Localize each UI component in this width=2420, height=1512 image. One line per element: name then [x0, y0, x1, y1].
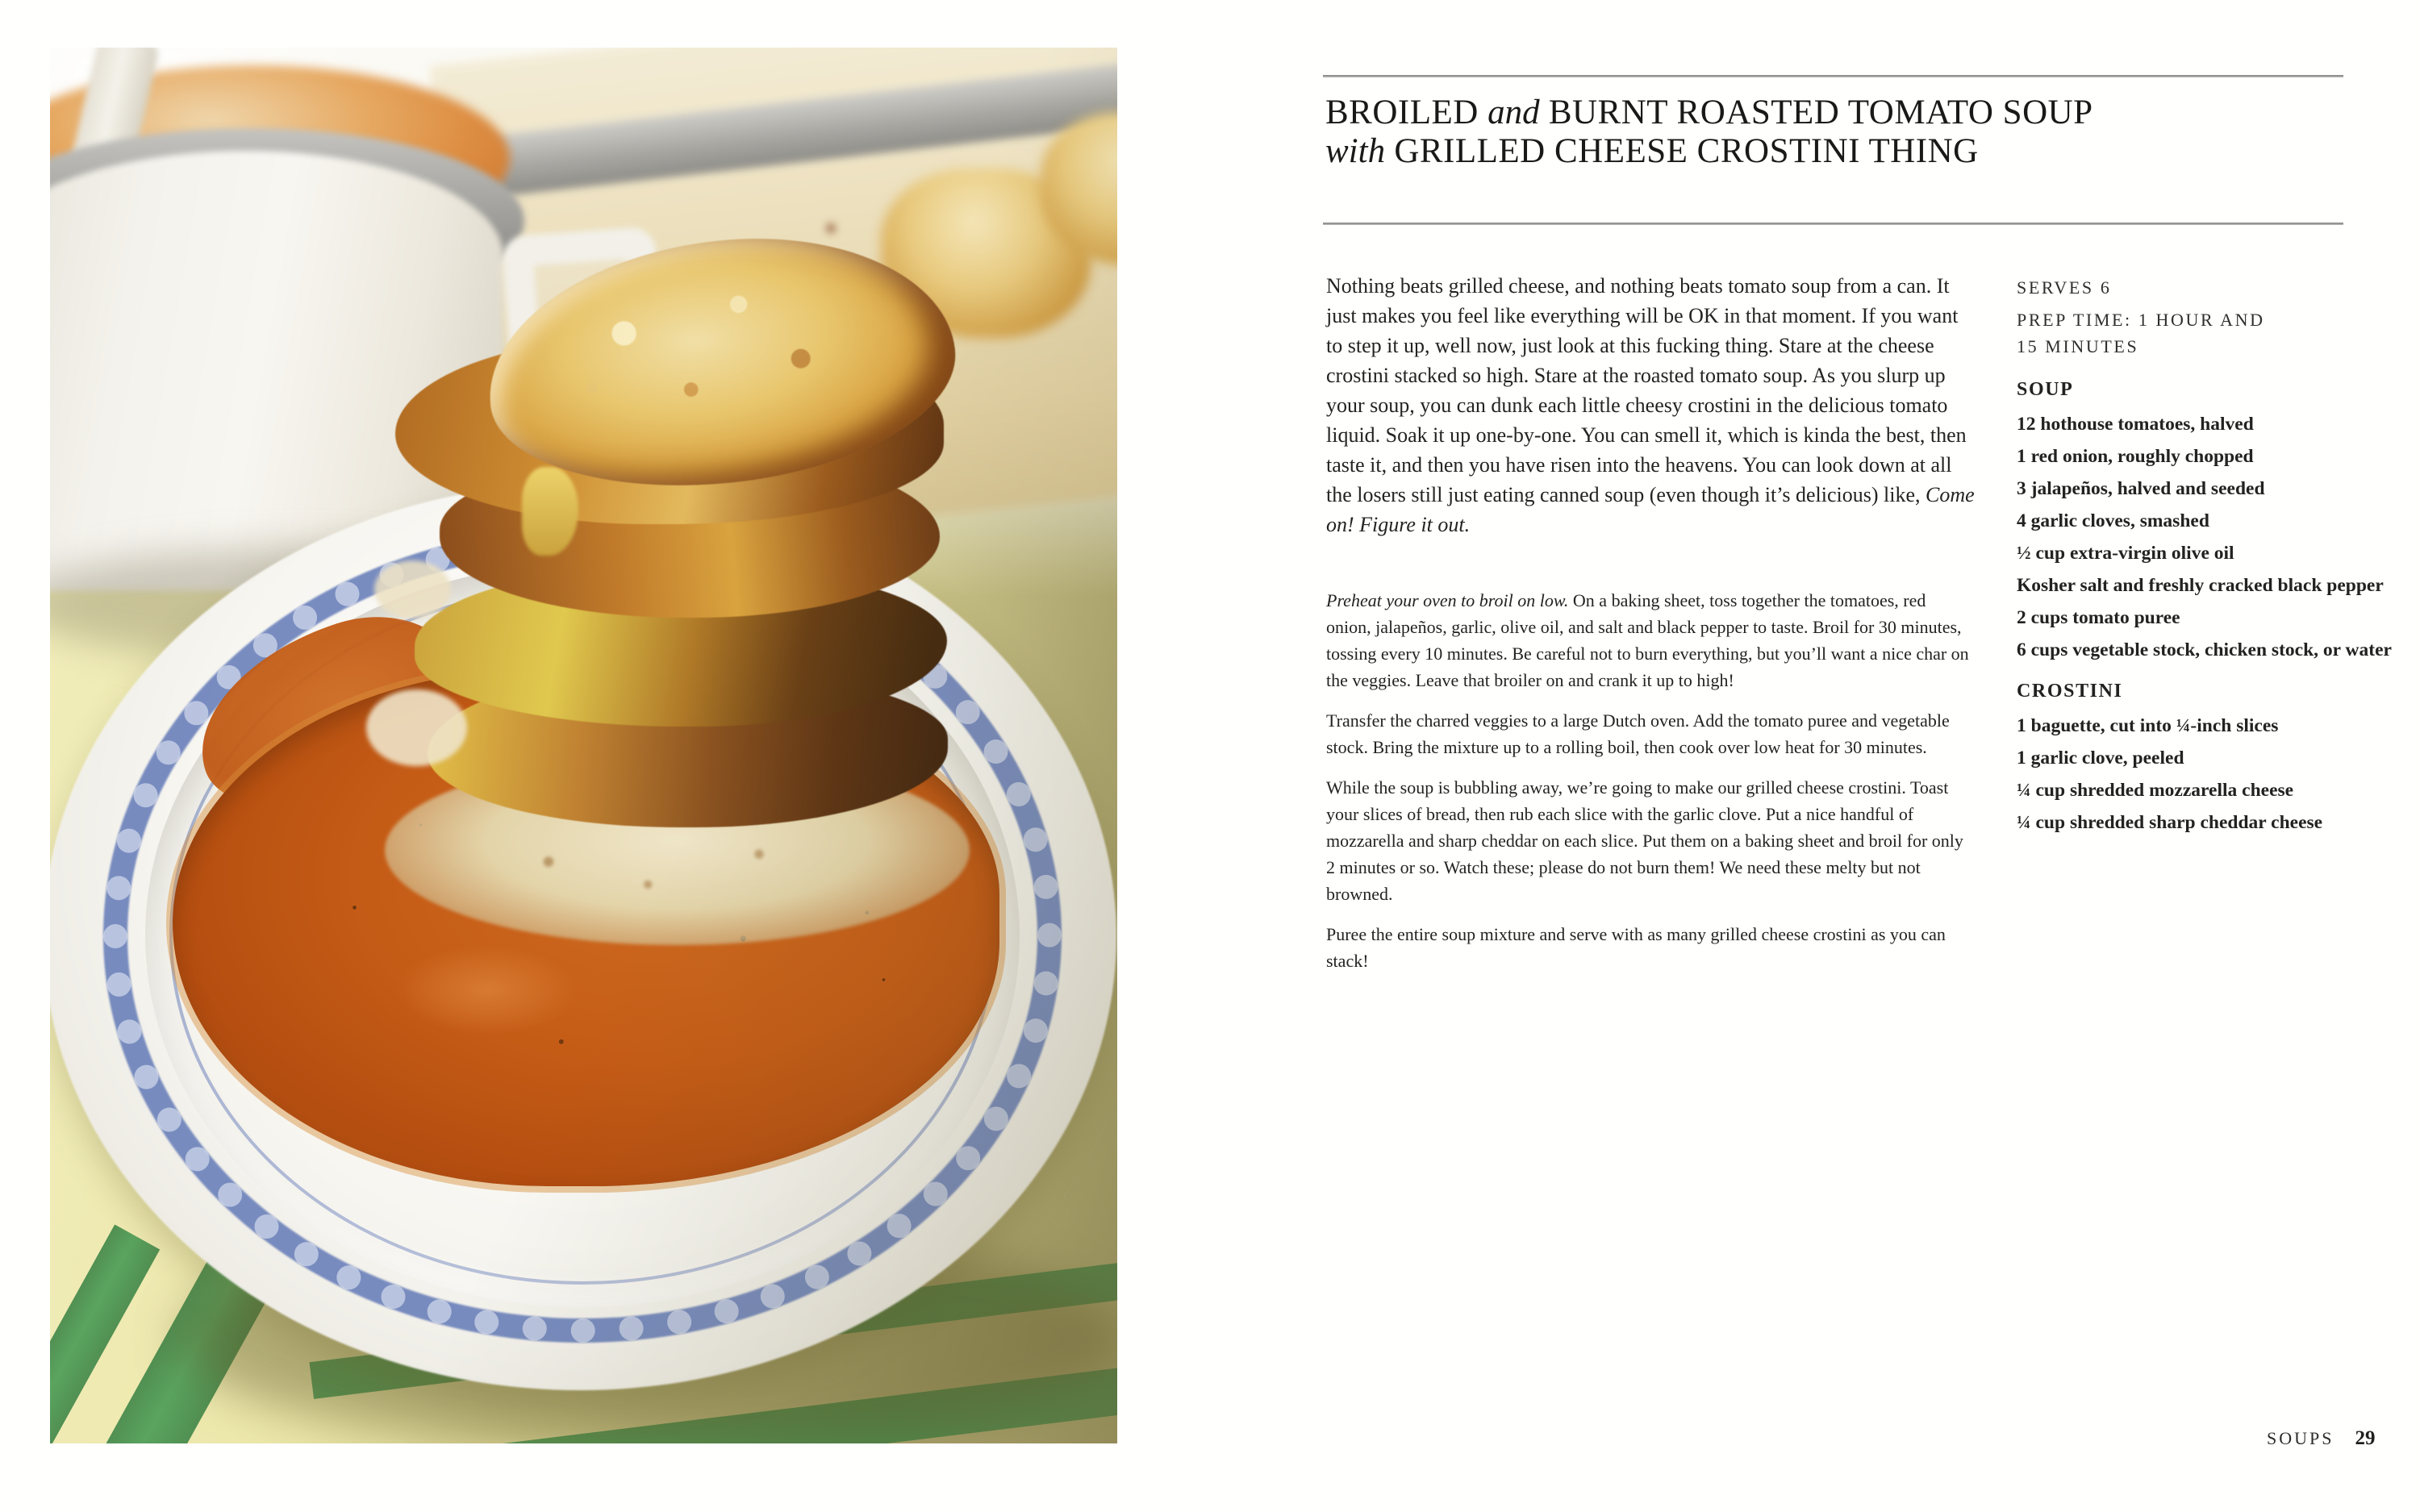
ingredient-item: 4 garlic cloves, smashed — [2017, 510, 2209, 531]
ingredient-item: ¼ cup shredded sharp cheddar cheese — [2017, 812, 2323, 833]
ingredient-item: 1 garlic clove, peeled — [2017, 748, 2184, 768]
crostini-ingredients-list — [2017, 714, 2402, 834]
title-line1: BROILED and BURNT ROASTED TOMATO SOUP — [1325, 94, 2093, 131]
recipe-title — [1325, 94, 2350, 171]
page-footer — [2267, 1427, 2375, 1450]
ingredient-item: ½ cup extra-virgin olive oil — [2017, 543, 2234, 564]
ingredient-item: 3 jalapeños, halved and seeded — [2017, 478, 2265, 499]
recipe-photo — [50, 48, 1117, 1443]
ingredient-item: 2 cups tomato puree — [2017, 607, 2180, 628]
soup-ingredients-header: SOUP — [2017, 379, 2074, 400]
title-line2: with GRILLED CHEESE CROSTINI THING — [1325, 132, 1979, 170]
crostini-ingredients-header: CROSTINI — [2017, 681, 2123, 702]
serves-note: SERVES 6 — [2017, 277, 2112, 298]
ingredient-item: ¼ cup shredded mozzarella cheese — [2017, 780, 2294, 801]
cheese-lace-bit — [374, 560, 451, 619]
method-steps — [1326, 587, 1971, 988]
step-paragraph: While the soup is bubbling away, we’re going to make our grilled cheese crostini. Toast your slices of bread, then rub each slice with the garlic clove. Put a nice handful of mozzarella and sharp cheddar on each slice. Put them on a baking sheet and broil for only 2 minutes or so. Watch these; please do not burn them! We need these melty but not browned. — [1326, 777, 1963, 904]
step-paragraph: Puree the entire soup mixture and serve with as many grilled cheese crostini as you can stack! — [1326, 924, 1946, 971]
ingredients-sidebar — [2017, 274, 2402, 843]
step-paragraph: Transfer the charred veggies to a large Dutch oven. Add the tomato puree and vegetable stock. Bring the mixture up to a rolling boil, then cook over low heat for 30 minutes. — [1326, 710, 1950, 757]
prep-time-line2: 15 MINUTES — [2017, 336, 2139, 356]
intro-paragraph: Nothing beats grilled cheese, and nothing beats tomato soup from a can. It just makes you feel like everything will be OK in that moment. If you want to step it up, well now, just look at this fucking thing. Stare at the cheese crostini stacked so high. Stare at the roasted tomato soup. As you slurp up your soup, you can dunk each little cheesy crostini in the delicious tomato liquid. Soak it up one-by-one. You can smell it, which is kinda the best, then taste it, and then you have risen into the heavens. You can look down at all the losers still just eating canned soup (even though it’s delicious) like, Come on! Figure it out. — [1326, 274, 1975, 536]
step-paragraph: Preheat your oven to broil on low. On a baking sheet, toss together the tomatoes, red onion, jalapeños, garlic, olive oil, and salt and black pepper to taste. Broil for 30 minutes, tossing every 10 minutes. Be careful not to burn everything, but you’ll want a nice char on the veggies. Leave that broiler on and crank it up to high! — [1326, 590, 1969, 690]
ingredient-item: 12 hothouse tomatoes, halved — [2017, 414, 2254, 435]
title-rule-top — [1323, 75, 2343, 77]
ingredient-item: Kosher salt and freshly cracked black pepper — [2017, 575, 2384, 596]
soup-ingredients-list — [2017, 413, 2402, 661]
ingredient-item: 1 red onion, roughly chopped — [2017, 446, 2254, 467]
ingredient-item: 1 baguette, cut into ¼-inch slices — [2017, 715, 2279, 736]
page-number: 29 — [2355, 1427, 2376, 1449]
cheese-lace-bit — [366, 689, 467, 766]
section-label: SOUPS — [2267, 1428, 2334, 1448]
prep-time-line1: PREP TIME: 1 HOUR AND — [2017, 310, 2265, 330]
title-rule-bottom — [1323, 223, 2343, 225]
ingredient-item: 6 cups vegetable stock, chicken stock, or water — [2017, 639, 2392, 660]
